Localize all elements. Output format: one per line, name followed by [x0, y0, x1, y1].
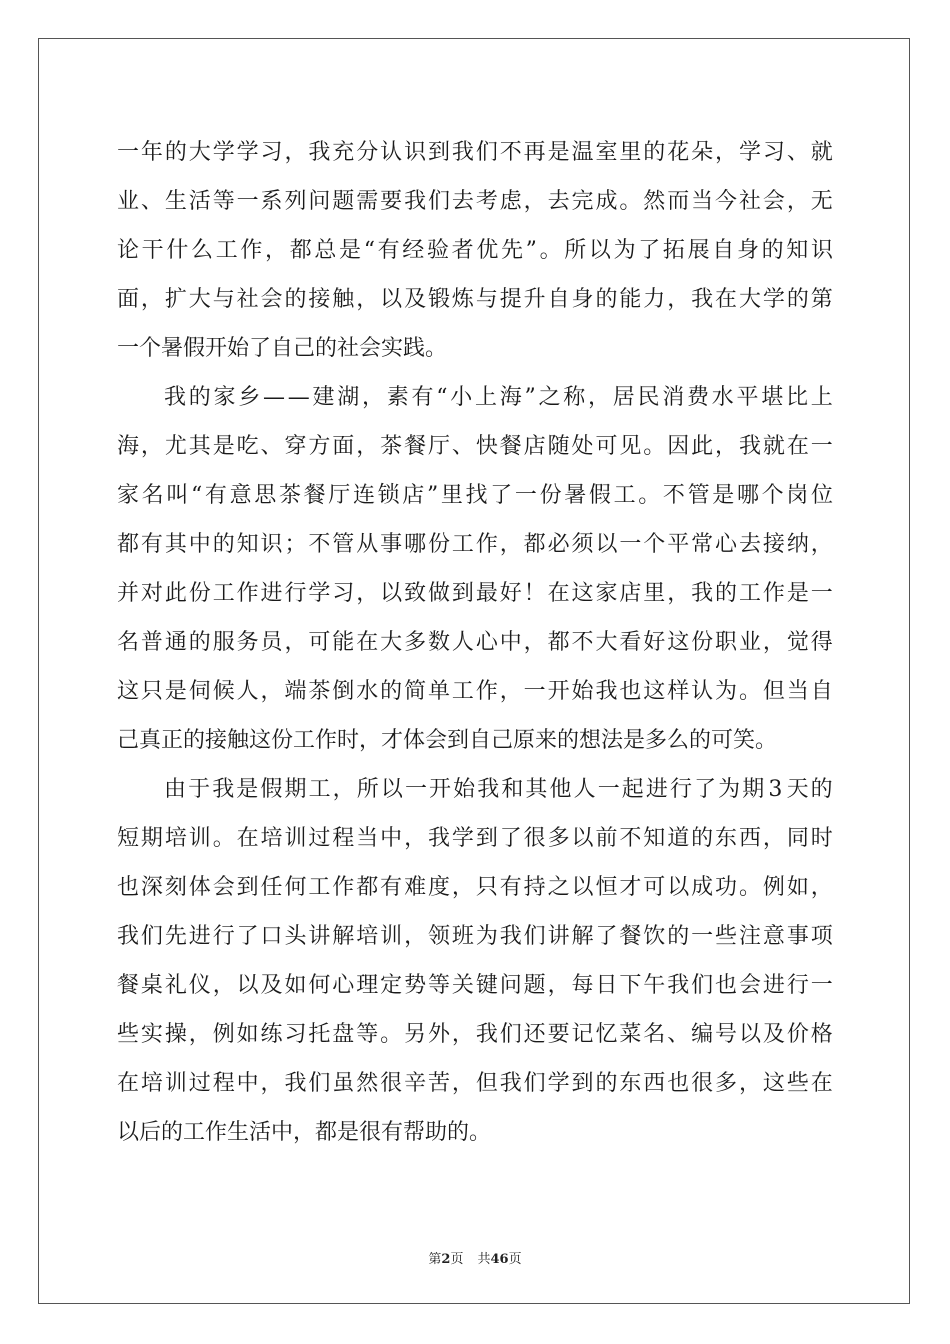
text-line: 名 普 通 的 服 务 员 ， 可 能 在 大 多 数 人 心 中 ， 都 不 大 看 好 这 份 职 业 ， 觉 得: [117, 630, 833, 655]
text-line: 海 ， 尤 其 是 吃 、 穿 方 面 ， 茶 餐 厅 、 快 餐 店 随 处 可 见 。 因 此 ， 我 就 在 一: [117, 434, 833, 459]
text-line: 论 干 什 么 工 作 ， 都 总 是 “ 有 经 验 者 优 先 ” 。 所 以 为 了 拓 展 自 身 的 知 识: [117, 238, 833, 263]
text-line: 这 只 是 伺 候 人 ， 端 茶 倒 水 的 简 单 工 作 ， 一 开 始 我 也 这 样 认 为 。 但 当 自: [117, 679, 833, 704]
text-line: 一个暑假开始了自己的社会实践。: [117, 336, 448, 361]
text-line: 我 的 家 乡 — — 建 湖 ， 素 有 “ 小 上 海 ” 之 称 ， 居 民 消 费 水 平 堪 比 上: [164, 385, 833, 410]
text-line: 也 深 刻 体 会 到 任 何 工 作 都 有 难 度 ， 只 有 持 之 以 恒 才 可 以 成 功 。 例 如 ，: [117, 875, 833, 900]
text-line: 业 、 生 活 等 一 系 列 问 题 需 要 我 们 去 考 虑 ， 去 完 成 。 然 而 当 今 社 会 ， 无: [117, 189, 833, 214]
total-prefix: 共: [477, 1252, 491, 1267]
page-number: 2: [441, 1252, 451, 1267]
text-line: 己真正的接触这份工作时，才体会到自己原来的想法是多么的可笑。: [117, 728, 778, 753]
total-suffix: 页: [508, 1252, 522, 1267]
text-line: 由 于 我 是 假 期 工 ， 所 以 一 开 始 我 和 其 他 人 一 起 进 行 了 为 期 3 天 的: [164, 777, 833, 802]
page-footer: [0, 1248, 950, 1267]
text-line: 都 有 其 中 的 知 识 ； 不 管 从 事 哪 份 工 作 ， 都 必 须 以 一 个 平 常 心 去 接 纳 ，: [117, 532, 833, 557]
text-line: 些 实 操 ， 例 如 练 习 托 盘 等 。 另 外 ， 我 们 还 要 记 忆 菜 名 、 编 号 以 及 价 格: [117, 1022, 833, 1047]
text-line: 面 ， 扩 大 与 社 会 的 接 触 ， 以 及 锻 炼 与 提 升 自 身 的 能 力 ， 我 在 大 学 的 第: [117, 287, 833, 312]
text-line: 餐 桌 礼 仪 ， 以 及 如 何 心 理 定 势 等 关 键 问 题 ， 每 日 下 午 我 们 也 会 进 行 一: [117, 973, 833, 998]
text-line: 一 年 的 大 学 学 习 ， 我 充 分 认 识 到 我 们 不 再 是 温 室 里 的 花 朵 ， 学 习 、 就: [117, 140, 833, 165]
paragraph: [117, 373, 833, 765]
total-pages: 46: [490, 1252, 509, 1267]
page-suffix: 页: [450, 1252, 464, 1267]
text-line: 家 名 叫 “ 有 意 思 茶 餐 厅 连 锁 店 ” 里 找 了 一 份 暑 假 工 。 不 管 是 哪 个 岗 位: [117, 483, 833, 508]
text-line: 我 们 先 进 行 了 口 头 讲 解 培 训 ， 领 班 为 我 们 讲 解 了 餐 饮 的 一 些 注 意 事 项: [117, 924, 833, 949]
text-line: 在 培 训 过 程 中 ， 我 们 虽 然 很 辛 苦 ， 但 我 们 学 到 的 东 西 也 很 多 ， 这 些 在: [117, 1071, 833, 1096]
document-body: [117, 128, 833, 1157]
paragraph: [117, 128, 833, 373]
paragraph: [117, 765, 833, 1157]
text-line: 短 期 培 训 。 在 培 训 过 程 当 中 ， 我 学 到 了 很 多 以 前 不 知 道 的 东 西 ， 同 时: [117, 826, 833, 851]
text-line: 以后的工作生活中，都是很有帮助的。: [117, 1120, 492, 1145]
page-prefix: 第: [428, 1252, 442, 1267]
text-line: 并 对 此 份 工 作 进 行 学 习 ， 以 致 做 到 最 好 ！ 在 这 家 店 里 ， 我 的 工 作 是 一: [117, 581, 833, 606]
